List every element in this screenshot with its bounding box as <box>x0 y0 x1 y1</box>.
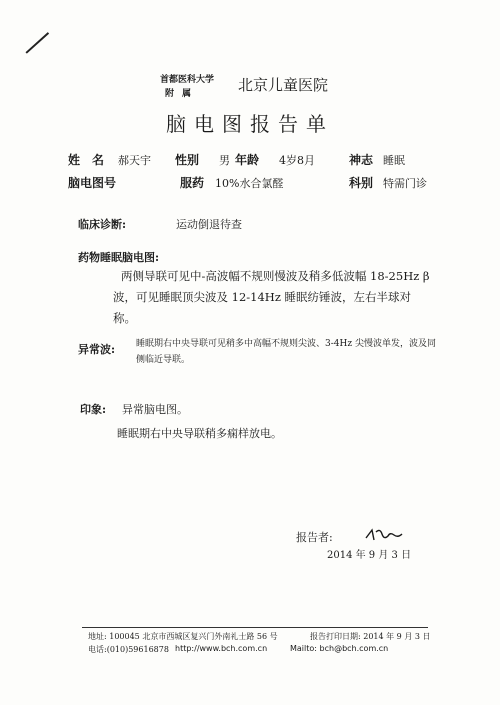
gender-label: 性别 <box>175 153 200 167</box>
reporter-signature <box>364 526 404 544</box>
hospital-name: 北京儿童医院 <box>238 76 329 94</box>
medication-value: 10%水合氯醛 <box>215 177 284 190</box>
institution-line-2: 附属 <box>165 89 200 99</box>
pen-mark <box>25 32 48 53</box>
impression-label: 印象: <box>80 403 107 416</box>
drug-sleep-eeg-label: 药物睡眠脑电图: <box>78 251 160 264</box>
impression-line-1: 异常脑电图。 <box>122 403 188 416</box>
footer-divider <box>82 627 428 628</box>
footer-address: 地址: 100045 北京市西城区复兴门外南礼士路 56 号 <box>88 632 278 641</box>
clinical-diagnosis-value: 运动倒退待查 <box>176 218 242 231</box>
eeg-number-label: 脑电图号 <box>68 176 117 190</box>
age-label: 年龄 <box>235 153 260 167</box>
footer-website[interactable]: http://www.bch.com.cn <box>175 644 268 653</box>
department-label: 科别 <box>349 176 374 190</box>
footer-phone: 电话:(010)59616878 <box>88 645 169 654</box>
medication-label: 服药 <box>180 176 205 190</box>
report-title: 脑电图报告单 <box>166 112 334 136</box>
report-date: 2014 年 9 月 3 日 <box>327 550 412 561</box>
name-value: 郝天宇 <box>118 154 151 167</box>
clinical-diagnosis-label: 临床诊断: <box>78 218 127 231</box>
consciousness-label: 神志 <box>349 153 374 167</box>
footer-email[interactable]: Mailto: bch@bch.com.cn <box>290 644 389 653</box>
drug-sleep-eeg-text: 两侧导联可见中-高波幅不规则慢波及稍多低波幅 18-25Hz β波，可见睡眠顶尖波及 12-14Hz 睡眠纺锤波，左右半球对称。 <box>113 269 430 325</box>
department-value: 特需门诊 <box>383 177 427 190</box>
impression-line-2: 睡眠期右中央导联稍多痫样放电。 <box>117 427 282 440</box>
institution-line-1: 首都医科大学 <box>160 75 215 85</box>
footer-print-date: 报告打印日期: 2014 年 9 月 3 日 <box>310 632 431 641</box>
name-label: 姓 名 <box>68 153 105 167</box>
age-value: 4岁8月 <box>279 154 315 167</box>
abnormal-wave-label: 异常波: <box>78 343 116 356</box>
reporter-label: 报告者: <box>296 531 333 544</box>
gender-value: 男 <box>219 154 230 167</box>
abnormal-wave-text: 睡眠期右中央导联可见稍多中高幅不规则尖波、3-4Hz 尖慢波单发，波及同侧临近导联。 <box>136 339 436 365</box>
consciousness-value: 睡眠 <box>383 154 405 167</box>
